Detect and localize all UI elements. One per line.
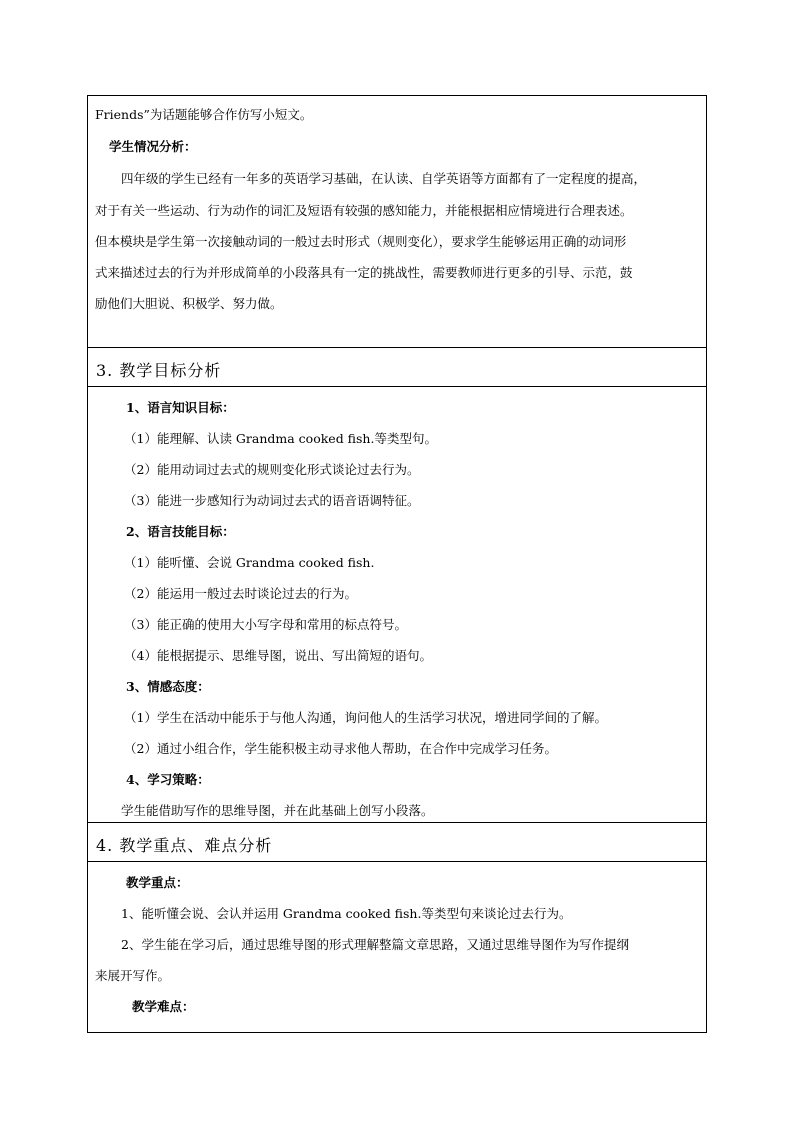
paragraph-line: 式来描述过去的行为并形成简单的小段落具有一定的挑战性，需要教师进行更多的引导、示范，鼓 xyxy=(95,265,633,280)
paragraph-line: 励他们大胆说、积极学、努力做。 xyxy=(95,296,283,311)
section-4-header xyxy=(87,822,707,862)
goal-1-title: 1、语言知识目标： xyxy=(126,400,235,415)
paragraph-line: 但本模块是学生第一次接触动词的一般过去时形式（规则变化），要求学生能够运用正确的动词形 xyxy=(95,234,627,249)
goal-item: （4）能根据提示、思维导图，说出、写出简短的语句。 xyxy=(124,648,432,663)
goal-item: （2）能用动词过去式的规则变化形式谈论过去行为。 xyxy=(124,462,420,477)
key-points-title: 教学重点： xyxy=(126,875,189,890)
paragraph-line: 四年级的学生已经有一年多的英语学习基础，在认读、自学英语等方面都有了一定程度的提高， xyxy=(121,171,647,186)
key-point-item: 来展开写作。 xyxy=(95,968,171,983)
continued-line: Friends”为话题能够合作仿写小短文。 xyxy=(95,107,313,122)
difficulty-title: 教学难点： xyxy=(132,999,195,1014)
goal-4-title: 4、学习策略： xyxy=(126,772,210,787)
goal-item: （2）能运用一般过去时谈论过去的行为。 xyxy=(124,586,357,601)
document-page xyxy=(87,95,707,1033)
key-points-cell xyxy=(87,862,707,1033)
goal-item: 学生能借助写作的思维导图，并在此基础上创写小段落。 xyxy=(121,803,434,818)
teaching-goals-cell xyxy=(87,387,707,822)
student-analysis-cell xyxy=(87,95,707,347)
goal-item: （3）能正确的使用大小写字母和常用的标点符号。 xyxy=(124,617,407,632)
goal-3-title: 3、情感态度： xyxy=(126,679,210,694)
section-3-header xyxy=(87,347,707,387)
goal-item: （2）通过小组合作，学生能积极主动寻求他人帮助，在合作中完成学习任务。 xyxy=(124,741,557,756)
paragraph-line: 对于有关一些运动、行为动作的词汇及短语有较强的感知能力，并能根据相应情境进行合理表述。 xyxy=(95,203,633,218)
section-4-title: 4. 教学重点、难点分析 xyxy=(96,836,273,855)
goal-item: （3）能进一步感知行为动词过去式的语音语调特征。 xyxy=(124,493,420,508)
goal-2-title: 2、语言技能目标： xyxy=(126,524,235,539)
goal-item: （1）能听懂、会说 Grandma cooked fish. xyxy=(124,555,375,570)
student-analysis-heading: 学生情况分析： xyxy=(109,139,197,154)
goal-item: （1）能理解、认读 Grandma cooked fish.等类型句。 xyxy=(124,431,437,446)
section-3-title: 3. 教学目标分析 xyxy=(96,361,222,380)
goal-item: （1）学生在活动中能乐于与他人沟通，询问他人的生活学习状况，增进同学间的了解。 xyxy=(124,710,607,725)
key-point-item: 2、学生能在学习后，通过思维导图的形式理解整篇文章思路，又通过思维导图作为写作提纲 xyxy=(121,937,629,952)
key-point-item: 1、能听懂会说、会认并运用 Grandma cooked fish.等类型句来谈论过去行为。 xyxy=(121,906,572,921)
